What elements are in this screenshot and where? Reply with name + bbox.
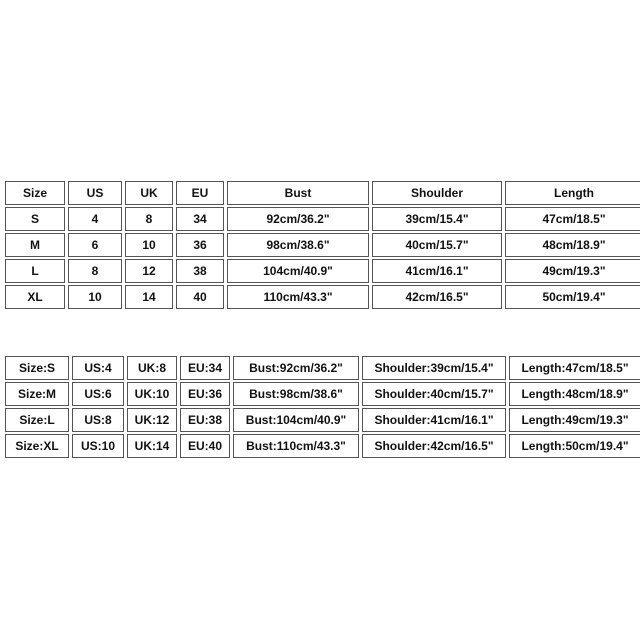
table-header-row [5, 181, 640, 205]
table-cell: 104cm/40.9" [227, 259, 369, 283]
table-cell: Length:48cm/18.9" [509, 382, 640, 406]
table-cell: UK:10 [127, 382, 177, 406]
table-row [5, 233, 640, 257]
table-cell: M [5, 233, 65, 257]
table-cell: US:10 [72, 434, 124, 458]
table-cell: 41cm/16.1" [372, 259, 502, 283]
table-cell: Bust:104cm/40.9" [233, 408, 359, 432]
size-detail-table [2, 354, 640, 460]
table-row [5, 382, 640, 406]
table-cell: Shoulder:39cm/15.4" [362, 356, 506, 380]
table-cell: 8 [125, 207, 173, 231]
table-cell: Size:L [5, 408, 69, 432]
table-cell: 42cm/16.5" [372, 285, 502, 309]
table-cell: US:4 [72, 356, 124, 380]
table-cell: UK:12 [127, 408, 177, 432]
table-cell: Length:49cm/19.3" [509, 408, 640, 432]
table-cell: XL [5, 285, 65, 309]
table-cell: 49cm/19.3" [505, 259, 640, 283]
table-row [5, 356, 640, 380]
table-cell: 10 [68, 285, 122, 309]
table-cell: 50cm/19.4" [505, 285, 640, 309]
table-row [5, 285, 640, 309]
header-shoulder: Shoulder [372, 181, 502, 205]
table-cell: 34 [176, 207, 224, 231]
table-cell: 39cm/15.4" [372, 207, 502, 231]
table-cell: 12 [125, 259, 173, 283]
table-cell: 47cm/18.5" [505, 207, 640, 231]
table-cell: Shoulder:41cm/16.1" [362, 408, 506, 432]
table-cell: 4 [68, 207, 122, 231]
table-cell: Size:XL [5, 434, 69, 458]
table-cell: Shoulder:40cm/15.7" [362, 382, 506, 406]
table-cell: Bust:98cm/38.6" [233, 382, 359, 406]
table-cell: 6 [68, 233, 122, 257]
table-cell: EU:38 [180, 408, 230, 432]
table-cell: Shoulder:42cm/16.5" [362, 434, 506, 458]
header-size: Size [5, 181, 65, 205]
table-cell: 38 [176, 259, 224, 283]
table-cell: UK:14 [127, 434, 177, 458]
table-cell: Length:50cm/19.4" [509, 434, 640, 458]
table-cell: EU:36 [180, 382, 230, 406]
table-cell: US:6 [72, 382, 124, 406]
header-eu: EU [176, 181, 224, 205]
table-cell: 8 [68, 259, 122, 283]
table-row [5, 408, 640, 432]
table-cell: Length:47cm/18.5" [509, 356, 640, 380]
table-cell: S [5, 207, 65, 231]
table-cell: Size:M [5, 382, 69, 406]
table-cell: 48cm/18.9" [505, 233, 640, 257]
table-cell: 40cm/15.7" [372, 233, 502, 257]
table-cell: 92cm/36.2" [227, 207, 369, 231]
table-cell: 110cm/43.3" [227, 285, 369, 309]
header-bust: Bust [227, 181, 369, 205]
header-length: Length [505, 181, 640, 205]
table-cell: 40 [176, 285, 224, 309]
table-cell: US:8 [72, 408, 124, 432]
size-chart-table [2, 179, 640, 311]
table-cell: L [5, 259, 65, 283]
table-cell: UK:8 [127, 356, 177, 380]
table-cell: Size:S [5, 356, 69, 380]
table-cell: Bust:92cm/36.2" [233, 356, 359, 380]
table-cell: 10 [125, 233, 173, 257]
table-cell: 14 [125, 285, 173, 309]
table-row [5, 207, 640, 231]
table-row [5, 434, 640, 458]
table-row [5, 259, 640, 283]
header-us: US [68, 181, 122, 205]
table-cell: EU:34 [180, 356, 230, 380]
table-cell: Bust:110cm/43.3" [233, 434, 359, 458]
table-cell: 98cm/38.6" [227, 233, 369, 257]
table-cell: EU:40 [180, 434, 230, 458]
header-uk: UK [125, 181, 173, 205]
table-cell: 36 [176, 233, 224, 257]
